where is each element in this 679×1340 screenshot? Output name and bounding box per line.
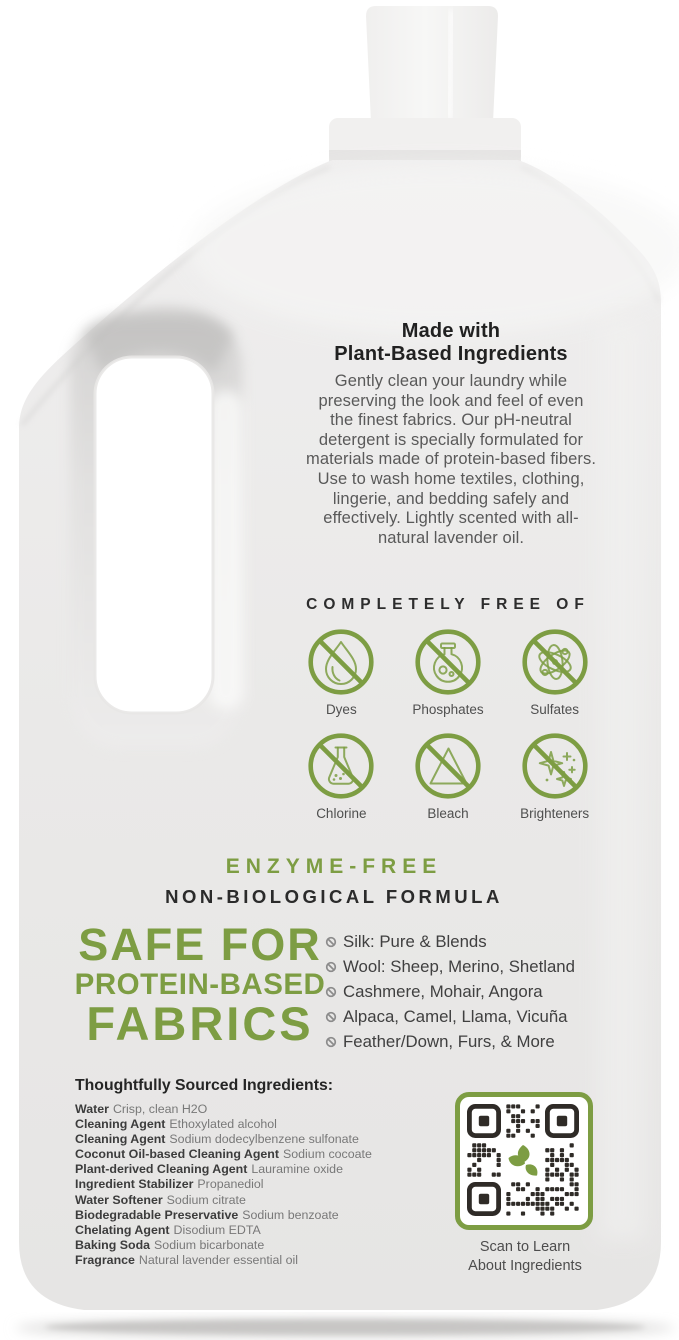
free-of-item-label: Phosphates: [412, 702, 484, 717]
qr-caption: Scan to Learn About Ingredients: [468, 1239, 582, 1274]
enzyme-free-heading: ENZYME-FREE: [225, 855, 443, 878]
free-of-icon-grid: [288, 627, 608, 821]
non-biological-heading: NON-BIOLOGICAL FORMULA: [165, 886, 503, 907]
fabric-list-item: Wool: Sheep, Merino, Shetland: [325, 954, 605, 979]
ingredient-row: Cleaning Agent Sodium dodecylbenzene sulfonate: [75, 1132, 359, 1147]
qr-code: [455, 1092, 593, 1230]
free-of-item-sulfates: [501, 627, 608, 717]
no-chlorine-icon: [306, 731, 376, 801]
free-of-title: COMPLETELY FREE OF: [306, 596, 590, 613]
made-with-section: [305, 320, 597, 548]
free-of-item-chlorine: [288, 731, 395, 821]
no-phosphates-icon: [413, 627, 483, 697]
free-of-item-label: Sulfates: [530, 702, 580, 717]
fabric-list-item: Feather/Down, Furs, & More: [325, 1029, 605, 1054]
free-of-item-label: Bleach: [427, 806, 469, 821]
no-sulfates-icon: [520, 627, 590, 697]
ingredient-row: Plant-derived Cleaning Agent Lauramine oxide: [75, 1162, 343, 1177]
free-of-item-dyes: [288, 627, 395, 717]
enzyme-free-section: [29, 855, 639, 908]
fabric-list: [325, 929, 605, 1054]
fabric-list-item: Cashmere, Mohair, Angora: [325, 979, 605, 1004]
safe-for-heading-block: SAFE FOR PROTEIN-BASED FABRICS: [74, 919, 326, 1050]
free-of-item-brighteners: [501, 731, 608, 821]
no-bullet-icon: [325, 1011, 337, 1023]
ingredient-row: Fragrance Natural lavender essential oil: [75, 1252, 299, 1267]
ingredients-title: Thoughtfully Sourced Ingredients:: [75, 1077, 334, 1094]
ingredients-section: [75, 1077, 405, 1268]
made-with-body-text: Gently clean your laundry while preserving the look and feel of even the finest fabrics. Our pH-neutral detergent is specially formulated for materials made of protein-based fibers. Use to wash home textiles, clothing, lingerie, and bedding safely and effectively. Lightly scented with all-natural lavender oil.: [305, 372, 597, 547]
no-dyes-icon: [306, 627, 376, 697]
no-bullet-icon: [325, 986, 337, 998]
ingredient-row: Water Softener Sodium citrate: [75, 1192, 246, 1207]
free-of-item-label: Dyes: [325, 702, 357, 717]
ingredient-row: Ingredient Stabilizer Propanediol: [75, 1177, 264, 1192]
free-of-item-phosphates: [395, 627, 502, 717]
no-bleach-icon: [413, 731, 483, 801]
no-bullet-icon: [325, 961, 337, 973]
qr-code-pattern: [467, 1104, 579, 1216]
no-bullet-icon: [325, 936, 337, 948]
fabric-list-item: Alpaca, Camel, Llama, Vicuña: [325, 1004, 605, 1029]
ingredient-row: Chelating Agent Disodium EDTA: [75, 1222, 261, 1237]
free-of-item-bleach: [395, 731, 502, 821]
ingredient-row: Cleaning Agent Ethoxylated alcohol: [75, 1117, 277, 1132]
free-of-item-label: Brighteners: [520, 806, 590, 821]
no-brighteners-icon: [520, 731, 590, 801]
no-bullet-icon: [325, 1036, 337, 1048]
ingredient-row: Baking Soda Sodium bicarbonate: [75, 1237, 265, 1252]
ingredient-row: Biodegradable Preservative Sodium benzoate: [75, 1207, 339, 1222]
ingredient-row: Water Crisp, clean H2O: [75, 1102, 208, 1116]
made-with-title: Made with Plant-Based Ingredients: [334, 320, 568, 365]
ingredient-row: Coconut Oil-based Cleaning Agent Sodium cocoate: [75, 1147, 372, 1162]
completely-free-of-section: [288, 596, 608, 821]
fabric-list-item: Silk: Pure & Blends: [325, 929, 605, 954]
free-of-item-label: Chlorine: [316, 806, 367, 821]
